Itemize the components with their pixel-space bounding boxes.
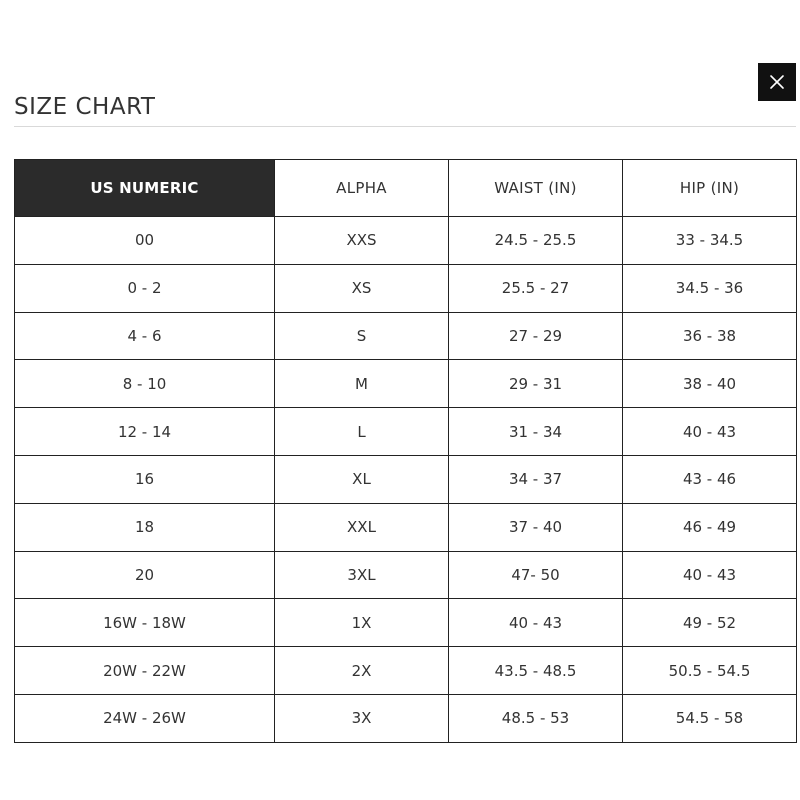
- table-row: [15, 551, 797, 599]
- cell-alpha: 3X: [275, 694, 449, 742]
- cell-hip: 50.5 - 54.5: [623, 647, 797, 695]
- size-chart-table: [14, 159, 797, 743]
- cell-waist: 48.5 - 53: [449, 694, 623, 742]
- header-us-numeric[interactable]: US NUMERIC: [15, 160, 275, 217]
- table-row: [15, 694, 797, 742]
- cell-us-numeric: 20: [15, 551, 275, 599]
- cell-us-numeric: 20W - 22W: [15, 647, 275, 695]
- table-row: [15, 455, 797, 503]
- cell-alpha: XXS: [275, 217, 449, 265]
- cell-alpha: 1X: [275, 599, 449, 647]
- cell-hip: 40 - 43: [623, 551, 797, 599]
- cell-hip: 54.5 - 58: [623, 694, 797, 742]
- cell-alpha: XXL: [275, 503, 449, 551]
- table-row: [15, 312, 797, 360]
- cell-waist: 37 - 40: [449, 503, 623, 551]
- cell-hip: 36 - 38: [623, 312, 797, 360]
- cell-us-numeric: 12 - 14: [15, 408, 275, 456]
- cell-hip: 46 - 49: [623, 503, 797, 551]
- cell-hip: 43 - 46: [623, 455, 797, 503]
- cell-waist: 31 - 34: [449, 408, 623, 456]
- table-row: [15, 360, 797, 408]
- cell-alpha: XS: [275, 264, 449, 312]
- cell-us-numeric: 4 - 6: [15, 312, 275, 360]
- table-row: [15, 217, 797, 265]
- cell-us-numeric: 16: [15, 455, 275, 503]
- cell-us-numeric: 16W - 18W: [15, 599, 275, 647]
- table-row: [15, 264, 797, 312]
- cell-alpha: 3XL: [275, 551, 449, 599]
- table-body: [15, 217, 797, 743]
- cell-hip: 38 - 40: [623, 360, 797, 408]
- cell-alpha: 2X: [275, 647, 449, 695]
- close-icon: [769, 74, 785, 90]
- cell-hip: 40 - 43: [623, 408, 797, 456]
- cell-waist: 34 - 37: [449, 455, 623, 503]
- cell-alpha: XL: [275, 455, 449, 503]
- cell-waist: 47- 50: [449, 551, 623, 599]
- table-row: [15, 408, 797, 456]
- table-row: [15, 647, 797, 695]
- close-button[interactable]: [758, 63, 796, 101]
- cell-waist: 27 - 29: [449, 312, 623, 360]
- cell-us-numeric: 18: [15, 503, 275, 551]
- cell-hip: 33 - 34.5: [623, 217, 797, 265]
- cell-us-numeric: 8 - 10: [15, 360, 275, 408]
- header-hip[interactable]: HIP (IN): [623, 160, 797, 217]
- cell-waist: 29 - 31: [449, 360, 623, 408]
- cell-waist: 24.5 - 25.5: [449, 217, 623, 265]
- cell-alpha: S: [275, 312, 449, 360]
- cell-us-numeric: 24W - 26W: [15, 694, 275, 742]
- cell-alpha: M: [275, 360, 449, 408]
- cell-waist: 40 - 43: [449, 599, 623, 647]
- title-divider: [14, 126, 796, 127]
- cell-hip: 49 - 52: [623, 599, 797, 647]
- table-row: [15, 503, 797, 551]
- cell-hip: 34.5 - 36: [623, 264, 797, 312]
- cell-us-numeric: 00: [15, 217, 275, 265]
- table-row: [15, 599, 797, 647]
- cell-waist: 25.5 - 27: [449, 264, 623, 312]
- table-header-row: [15, 160, 797, 217]
- header-waist[interactable]: WAIST (IN): [449, 160, 623, 217]
- cell-us-numeric: 0 - 2: [15, 264, 275, 312]
- cell-waist: 43.5 - 48.5: [449, 647, 623, 695]
- header-alpha[interactable]: ALPHA: [275, 160, 449, 217]
- page-title: SIZE CHART: [14, 94, 156, 120]
- cell-alpha: L: [275, 408, 449, 456]
